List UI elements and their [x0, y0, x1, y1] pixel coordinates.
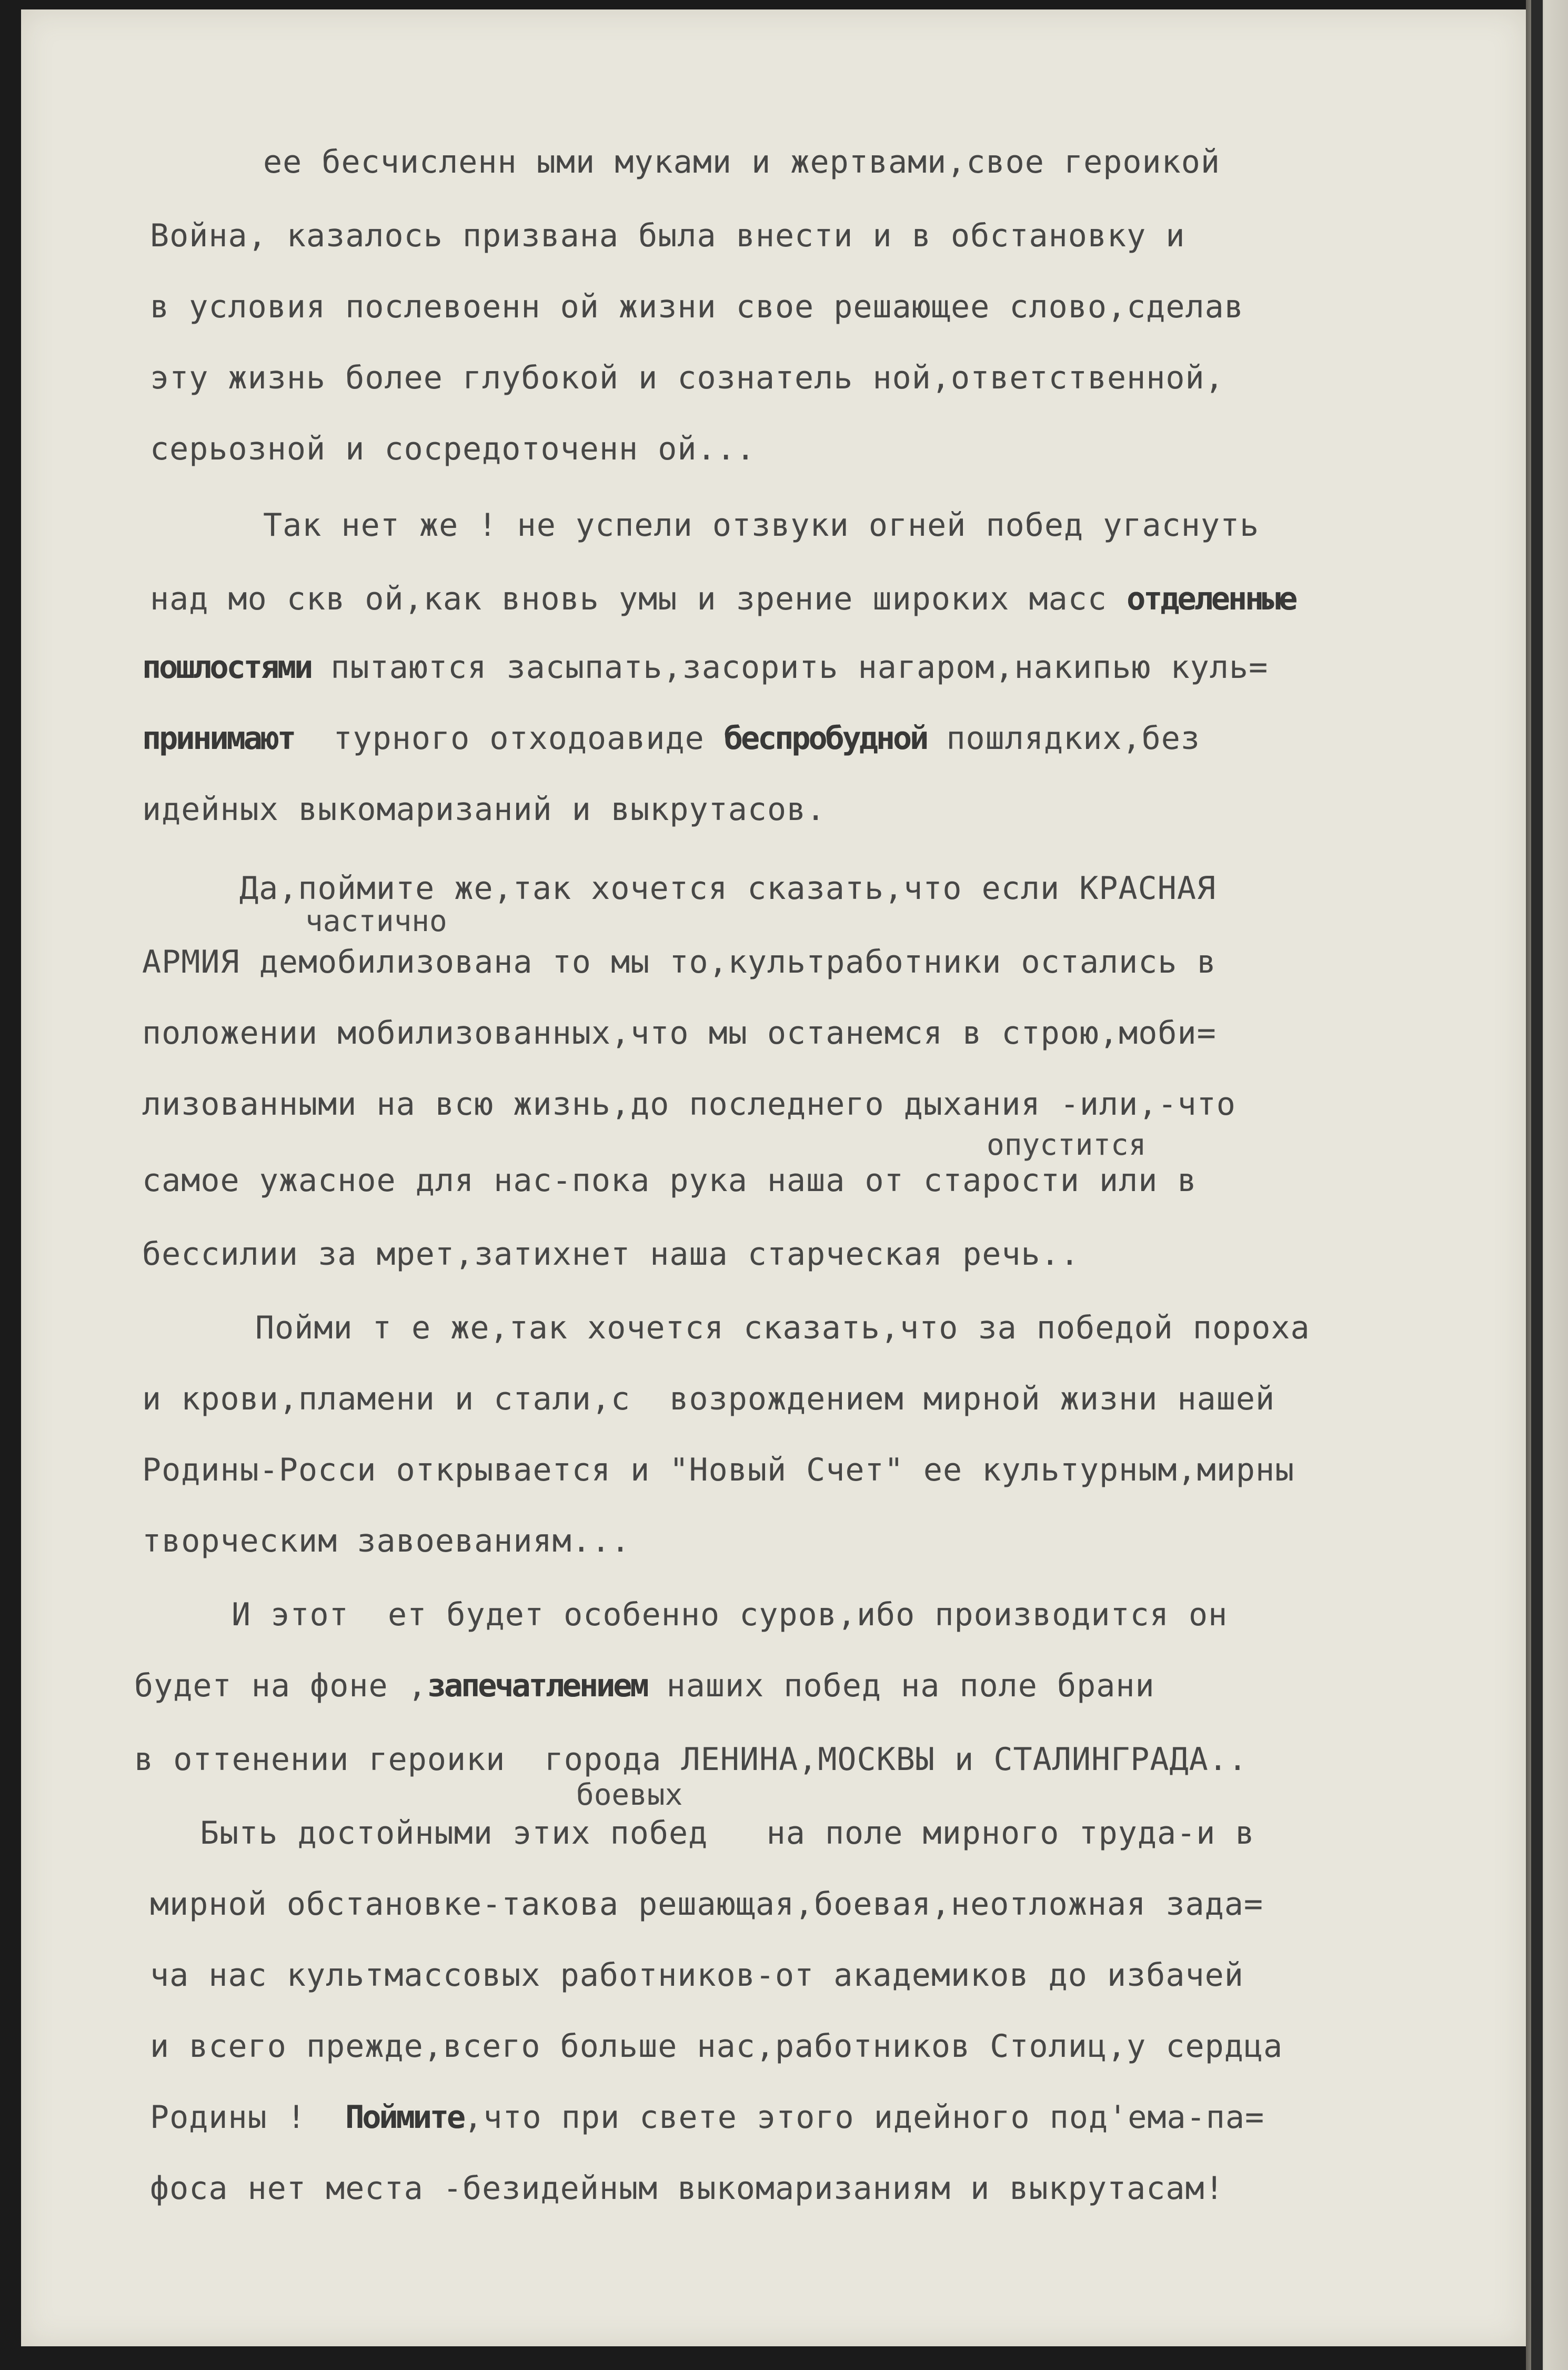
struck-word: беспробудной	[723, 720, 927, 757]
interlinear-insert-opustitsya: опустится	[987, 1128, 1147, 1162]
text-line-2: Война, казалось призвана была внести и в обстановку и	[150, 217, 1185, 254]
text-line-25: мирной обстановке-такова решающая,боевая,неотложная зада=	[150, 1886, 1264, 1923]
text-line-27: и всего прежде,всего больше нас,работников Столиц,у сердца	[150, 2028, 1283, 2065]
text-line-16: бессилии за мрет,затихнет наша старческая речь..	[142, 1236, 1080, 1273]
text-line-11: Да,поймите же,так хочется сказать,что если КРАСНАЯ	[239, 870, 1217, 907]
interlinear-insert-boevykh: боевых	[576, 1778, 683, 1812]
text-line-19: Родины-Росси открывается и "Новый Счет" ее культурным,мирны	[142, 1452, 1295, 1488]
text-line-7	[150, 581, 1295, 617]
text-line-4: эту жизнь более глубокой и сознатель ной,ответственной,	[150, 359, 1224, 396]
text-line-3: в условия послевоенн ой жизни свое решающее слово,сделав	[150, 288, 1244, 325]
struck-word: принимают	[142, 720, 295, 757]
text-line-28	[150, 2099, 1264, 2136]
page-gutter-shadow	[1531, 0, 1543, 2370]
struck-word: пошлостями	[142, 649, 311, 686]
text-line-29: фоса нет места -безидейным выкомаризаниям и выкрутасам!	[150, 2170, 1224, 2207]
text-line-26: ча нас культмассовых работников-от академиков до избачей	[150, 1957, 1244, 1994]
text-line-12: АРМИЯ демобилизована то мы то,культработники остались в	[142, 944, 1217, 981]
text-line-9	[142, 720, 1200, 757]
text-line-28-text: Родины !	[150, 2099, 306, 2136]
text-line-22-end: наших побед на поле брани	[666, 1667, 1155, 1704]
text-line-10: идейных выкомаризаний и выкрутасов.	[142, 791, 826, 828]
text-line-1: ее бесчисленн ыми муками и жертвами,свое героикой	[263, 144, 1221, 181]
struck-word: отделенные	[1127, 581, 1296, 617]
text-line-22-text: будет на фоне ,	[134, 1667, 427, 1704]
adjacent-page-edge	[1526, 0, 1568, 2370]
text-line-22	[134, 1667, 1155, 1704]
text-line-23: в оттенении героики города ЛЕНИНА,МОСКВЫ и СТАЛИНГРАДА..	[134, 1741, 1248, 1778]
typewritten-page	[21, 9, 1526, 2346]
text-line-24: Быть достойными этих побед на поле мирного труда-и в	[200, 1815, 1255, 1852]
text-line-13: положении мобилизованных,что мы останемся в строю,моби=	[142, 1015, 1217, 1052]
text-line-14: лизованными на всю жизнь,до последнего дыхания -или,-что	[142, 1086, 1236, 1123]
text-line-15: самое ужасное для нас-пока рука наша от старости или в	[142, 1162, 1197, 1199]
text-line-7-text: над мо скв ой,как вновь умы и зрение широких масс	[150, 581, 1108, 617]
text-line-17: Пойми т е же,так хочется сказать,что за победой пороха	[255, 1309, 1310, 1346]
text-line-9-text: турного отходоавиде	[333, 720, 705, 757]
struck-word: запечатлением	[427, 1667, 647, 1704]
text-line-28-end: ,что при свете этого идейного под'ема-па=	[464, 2099, 1265, 2136]
text-line-21: И этот ет будет особенно суров,ибо производится он	[232, 1596, 1228, 1633]
text-line-8	[142, 649, 1268, 686]
text-line-9-end: пошлядких,без	[946, 720, 1201, 757]
text-line-6: Так нет же ! не успели отзвуки огней побед угаснуть	[263, 507, 1260, 544]
text-line-18: и крови,пламени и стали,с возрождением мирной жизни нашей	[142, 1381, 1275, 1417]
interlinear-insert-chastichno: частично	[305, 904, 447, 938]
text-line-20: творческим завоеваниям...	[142, 1523, 631, 1559]
struck-word: Поймите	[345, 2099, 464, 2136]
text-line-5: серьозной и сосредоточенн ой...	[150, 431, 756, 467]
text-line-8-text: пытаются засыпать,засорить нагаром,накипью куль=	[330, 649, 1269, 686]
